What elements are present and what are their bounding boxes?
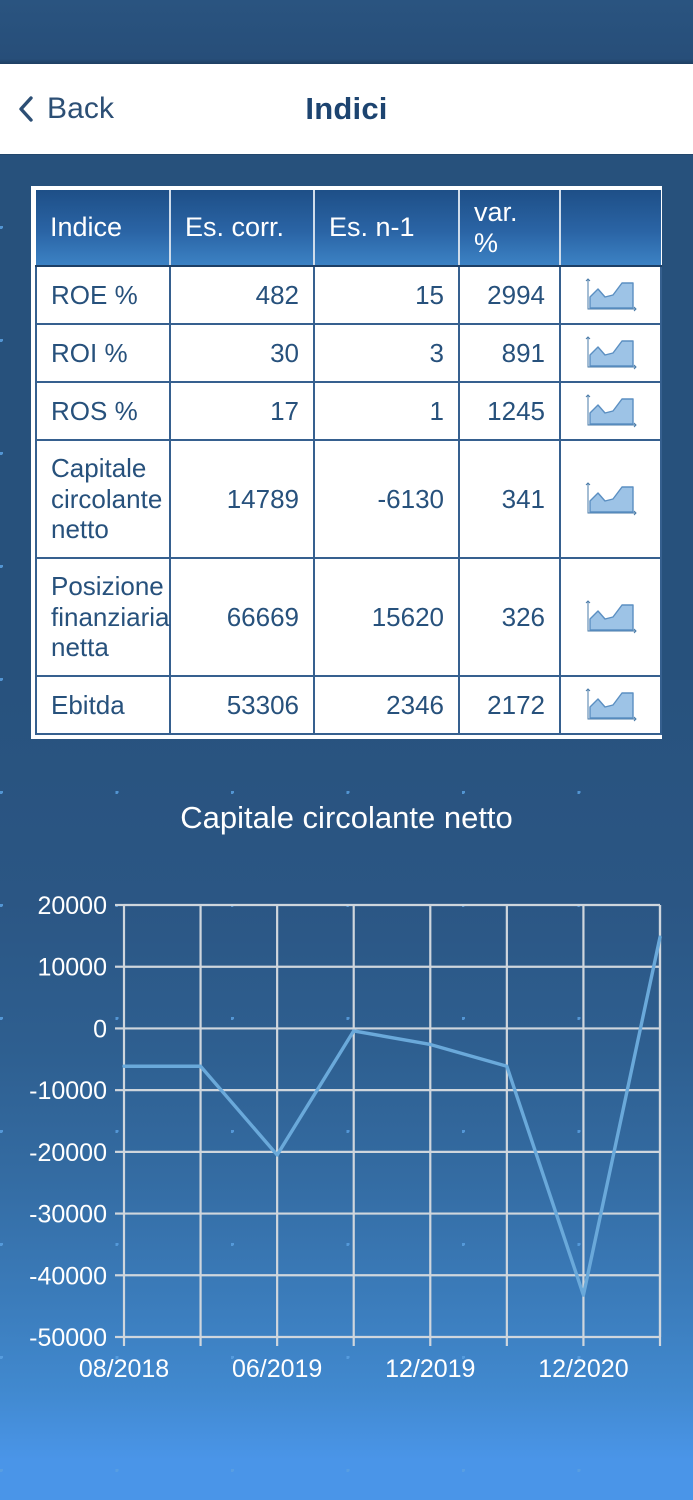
cell-es-n1: 2346 — [314, 676, 459, 734]
column-header-es-corr: Es. corr. — [170, 190, 314, 266]
table-row[interactable] — [36, 382, 661, 440]
table-row[interactable] — [36, 558, 661, 676]
cell-var-pct: 2172 — [459, 676, 560, 734]
cell-var-pct: 326 — [459, 558, 560, 676]
cell-es-n1: -6130 — [314, 440, 459, 558]
column-header-chart — [560, 190, 661, 266]
indici-table-container — [31, 186, 662, 739]
cell-es-n1: 15620 — [314, 558, 459, 676]
cell-indice: ROS % — [36, 382, 170, 440]
area-chart-icon — [582, 275, 640, 315]
page-title: Indici — [305, 91, 388, 126]
cell-es-corr: 66669 — [170, 558, 314, 676]
cell-chart[interactable] — [560, 266, 661, 324]
navigation-bar — [0, 64, 693, 154]
cell-chart[interactable] — [560, 440, 661, 558]
chart-xtick-label: 06/2019 — [231, 1355, 323, 1383]
table-body — [36, 266, 661, 734]
area-chart-icon — [582, 479, 640, 519]
cell-chart[interactable] — [560, 558, 661, 676]
cell-var-pct: 1245 — [459, 382, 560, 440]
cell-indice: Capitale circolante netto — [36, 440, 170, 558]
table-row[interactable] — [36, 266, 661, 324]
chart-series-line — [124, 937, 660, 1295]
cell-es-n1: 3 — [314, 324, 459, 382]
chart-ytick-label: -20000 — [29, 1138, 107, 1167]
cell-chart[interactable] — [560, 324, 661, 382]
chart-xtick-label: 12/2019 — [385, 1355, 476, 1383]
table-row[interactable] — [36, 440, 661, 558]
chart-xtick-label: 12/2020 — [538, 1355, 629, 1383]
cell-es-corr: 30 — [170, 324, 314, 382]
line-chart — [0, 880, 693, 1383]
cell-es-corr: 17 — [170, 382, 314, 440]
area-chart-icon — [582, 685, 640, 725]
indici-table — [35, 190, 662, 735]
cell-chart[interactable] — [560, 382, 661, 440]
table-header-row — [36, 190, 661, 266]
area-chart-icon — [582, 333, 640, 373]
chart-ytick-label: -40000 — [29, 1262, 107, 1291]
cell-indice: Ebitda — [36, 676, 170, 734]
chart-svg — [0, 880, 693, 1383]
chart-xtick-label: 08/2018 — [78, 1355, 170, 1383]
column-header-indice: Indice — [36, 190, 170, 266]
cell-es-corr: 482 — [170, 266, 314, 324]
back-button[interactable] — [18, 92, 114, 126]
cell-indice: ROE % — [36, 266, 170, 324]
chart-ytick-label: 20000 — [37, 892, 107, 920]
table-row[interactable] — [36, 324, 661, 382]
cell-es-corr: 53306 — [170, 676, 314, 734]
cell-es-n1: 1 — [314, 382, 459, 440]
status-bar — [0, 0, 693, 64]
back-button-label: Back — [47, 92, 115, 125]
table-row[interactable] — [36, 676, 661, 734]
column-header-es-n1: Es. n-1 — [314, 190, 459, 266]
chart-ytick-label: -10000 — [29, 1077, 107, 1106]
cell-chart[interactable] — [560, 676, 661, 734]
cell-var-pct: 891 — [459, 324, 560, 382]
area-chart-icon — [582, 391, 640, 431]
chart-ytick-label: -50000 — [29, 1324, 107, 1352]
chart-ytick-label: 10000 — [37, 953, 107, 982]
chart-ytick-label: -30000 — [29, 1200, 107, 1229]
chart-title: Capitale circolante netto — [180, 800, 513, 835]
cell-es-n1: 15 — [314, 266, 459, 324]
area-chart-icon — [582, 597, 640, 637]
cell-es-corr: 14789 — [170, 440, 314, 558]
chevron-left-icon — [18, 95, 34, 123]
cell-indice: Posizione finanziaria netta — [36, 558, 170, 676]
chart-ytick-label: 0 — [93, 1015, 107, 1044]
cell-var-pct: 341 — [459, 440, 560, 558]
cell-indice: ROI % — [36, 324, 170, 382]
cell-var-pct: 2994 — [459, 266, 560, 324]
column-header-var-pct: var. % — [459, 190, 560, 266]
